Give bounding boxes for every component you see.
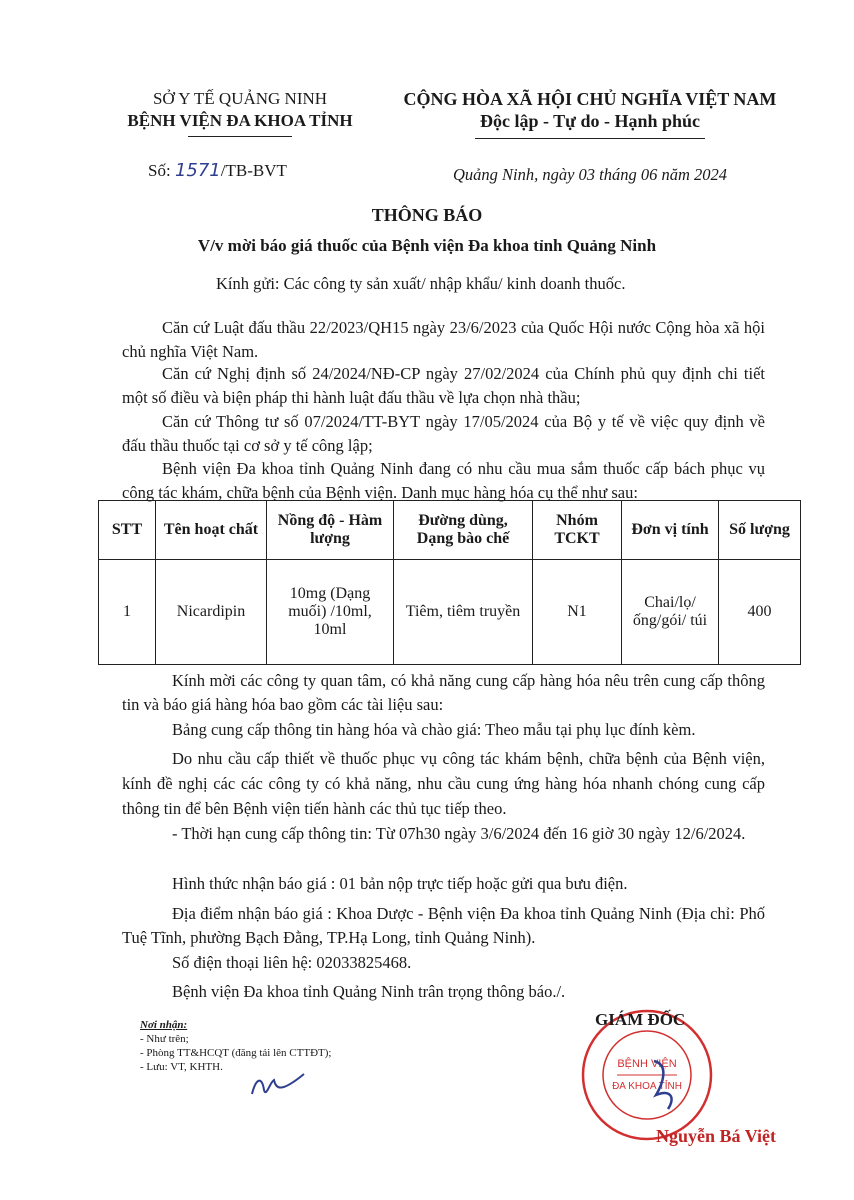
invitation-paragraph: Kính mời các công ty quan tâm, có khả năng cung cấp hàng hóa nêu trên cung cấp thông tin và báo giá hàng hóa bao gồm các tài liệu sau: xyxy=(122,671,765,714)
table-row xyxy=(99,560,801,665)
org-underline xyxy=(188,136,292,137)
document-title: THÔNG BÁO xyxy=(371,205,483,225)
column-header: Nhóm TCKT xyxy=(533,501,622,560)
column-header: Đơn vị tính xyxy=(622,501,719,560)
column-header: Đường dùng, Dạng bào chế xyxy=(394,501,533,560)
signer-name: Nguyễn Bá Việt xyxy=(656,1126,777,1146)
legal-basis-paragraph: Căn cứ Nghị định số 24/2024/NĐ-CP ngày 27/02/2024 của Chính phủ quy định chi tiết một số điều và biện pháp thi hành luật đấu thầu về lựa chọn nhà thầu; xyxy=(122,364,765,407)
table-cell: 400 xyxy=(719,560,801,665)
column-header: Số lượng xyxy=(719,501,801,560)
greeting: Kính gửi: Các công ty sản xuất/ nhập khẩu/ kinh doanh thuốc. xyxy=(216,274,626,293)
column-header: Tên hoạt chất xyxy=(156,501,267,560)
seal-text: ĐA KHOA TỈNH xyxy=(612,1081,682,1092)
contact-phone: Số điện thoại liên hệ: 02033825468. xyxy=(172,953,412,972)
purchase-need-paragraph: Bệnh viện Đa khoa tỉnh Quảng Ninh đang có nhu cầu mua sắm thuốc cấp bách phục vụ công tác khám, chữa bệnh của Bệnh viện. Danh mục hàng hóa cụ thể như sau: xyxy=(122,459,765,502)
table-header-row xyxy=(99,501,801,560)
recipient-item: - Như trên; xyxy=(140,1033,189,1045)
goods-table xyxy=(98,500,801,665)
seal-text: BỆNH VIỆN xyxy=(617,1058,677,1070)
org-parent: SỞ Y TẾ QUẢNG NINH xyxy=(152,89,328,108)
handwritten-signature xyxy=(640,1055,700,1115)
recipients-block xyxy=(140,1018,331,1074)
signer-position: GIÁM ĐỐC xyxy=(595,1010,686,1029)
column-header: Nồng độ - Hàm lượng xyxy=(267,501,394,560)
motto-underline xyxy=(475,138,705,139)
doc-number-handwritten: 1571 xyxy=(174,160,221,181)
table-cell: Tiêm, tiêm truyền xyxy=(394,560,533,665)
recipients-title: Nơi nhận: xyxy=(140,1019,188,1031)
table-cell: N1 xyxy=(533,560,622,665)
submission-method-paragraph: Hình thức nhận báo giá : 01 bản nộp trực tiếp hoặc gửi qua bưu điện. xyxy=(172,874,628,893)
deadline-paragraph: - Thời hạn cung cấp thông tin: Từ 07h30 ngày 3/6/2024 đến 16 giờ 30 ngày 12/6/2024. xyxy=(172,824,746,843)
national-motto: Độc lập - Tự do - Hạnh phúc xyxy=(479,111,701,131)
country-name: CỘNG HÒA XÃ HỘI CHỦ NGHĨA VIỆT NAM xyxy=(403,89,777,109)
document-subject: V/v mời báo giá thuốc của Bệnh viện Đa khoa tỉnh Quảng Ninh xyxy=(197,236,657,255)
table-cell: 10mg (Dạng muối) /10ml, 10ml xyxy=(267,560,394,665)
legal-basis-paragraph: Căn cứ Thông tư số 07/2024/TT-BYT ngày 17/05/2024 của Bộ y tế về việc quy định về đấu thầu thuốc tại cơ sở y tế công lập; xyxy=(122,412,765,455)
doc-number-label: Số: xyxy=(148,161,171,180)
issuing-organization xyxy=(100,88,380,132)
recipient-item: - Phòng TT&HCQT (đăng tải lên CTTĐT); xyxy=(140,1047,332,1059)
national-header xyxy=(390,88,790,132)
table-cell: 1 xyxy=(99,560,156,665)
closing-line: Bệnh viện Đa khoa tỉnh Quảng Ninh trân trọng thông báo./. xyxy=(172,982,566,1001)
place-and-date: Quảng Ninh, ngày 03 tháng 06 năm 2024 xyxy=(452,165,728,184)
quote-form-paragraph: Bảng cung cấp thông tin hàng hóa và chào giá: Theo mẫu tại phụ lục đính kèm. xyxy=(172,720,696,739)
org-name: BỆNH VIỆN ĐA KHOA TỈNH xyxy=(127,111,353,130)
urgency-paragraph: Do nhu cầu cấp thiết về thuốc phục vụ công tác khám bệnh, chữa bệnh của Bệnh viện, kính đề nghị các các công ty có khả năng, nhu cầu cung ứng hàng hóa nhanh chóng cung cấp thông tin để bên Bệnh viện tiến hành các thủ tục tiếp theo. xyxy=(122,749,765,818)
recipient-item: - Lưu: VT, KHTH. xyxy=(140,1061,223,1073)
submission-address-paragraph: Địa điểm nhận báo giá : Khoa Dược - Bệnh viện Đa khoa tỉnh Quảng Ninh (Địa chỉ: Phố Tuệ Tĩnh, phường Bạch Đằng, TP.Hạ Long, tỉnh Quảng Ninh). xyxy=(122,904,765,947)
legal-basis-paragraph: Căn cứ Luật đấu thầu 22/2023/QH15 ngày 23/6/2023 của Quốc Hội nước Cộng hòa xã hội chủ nghĩa Việt Nam. xyxy=(122,318,765,361)
document-number xyxy=(148,160,287,181)
table-cell: Nicardipin xyxy=(156,560,267,665)
table-cell: Chai/lọ/ ống/gói/ túi xyxy=(622,560,719,665)
doc-number-suffix: /TB-BVT xyxy=(220,161,287,180)
initials-mark xyxy=(248,1068,308,1100)
column-header: STT xyxy=(99,501,156,560)
